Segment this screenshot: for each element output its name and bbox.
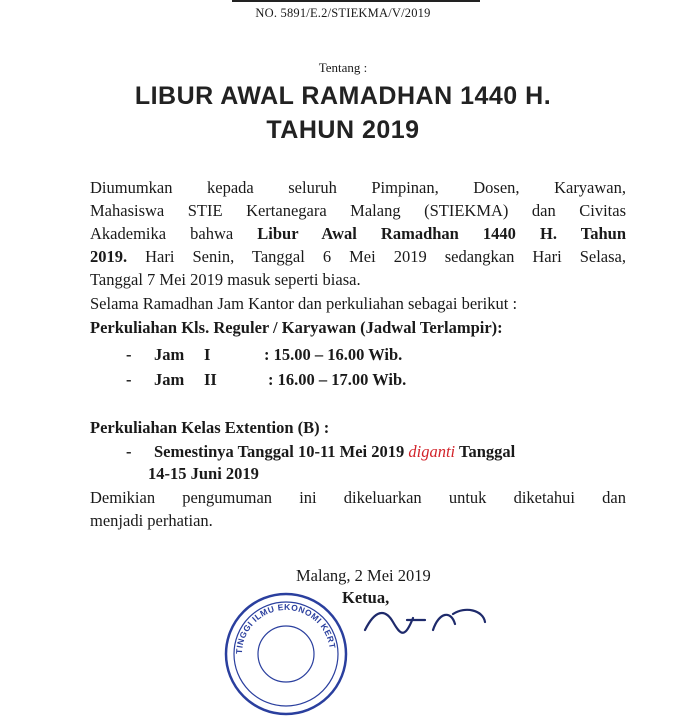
header-rule xyxy=(232,0,480,2)
extention-text: Tanggal xyxy=(455,442,516,461)
schedule-item xyxy=(90,343,402,366)
signature-place-date: Malang, 2 Mei 2019 xyxy=(296,566,431,585)
office-hours-intro: Selama Ramadhan Jam Kantor dan perkuliahan sebagai berikut : xyxy=(90,294,518,313)
announcement-title-line1: LIBUR AWAL RAMADHAN 1440 H. xyxy=(134,82,552,110)
paragraph-line: Tanggal 7 Mei 2019 masuk seperti biasa. xyxy=(90,270,361,289)
svg-text:TINGGI ILMU EKONOMI KERT xyxy=(234,602,338,654)
stamp-text: TINGGI ILMU EKONOMI KERT xyxy=(233,601,338,655)
list-dash: - xyxy=(126,442,132,461)
list-dash: - xyxy=(126,370,132,389)
paragraph-line: Mahasiswa STIE Kertanegara Malang (STIEKMA) dan Civitas xyxy=(90,201,626,220)
paragraph-line xyxy=(90,245,626,268)
holiday-name: Libur Awal Ramadhan 1440 H. Tahun xyxy=(257,224,626,243)
jam-time: : 16.00 – 17.00 Wib. xyxy=(268,370,407,389)
paragraph-line: menjadi perhatian. xyxy=(90,511,213,530)
extention-class-heading: Perkuliahan Kelas Extention (B) : xyxy=(90,418,330,437)
subject-label: Tentang : xyxy=(318,60,368,75)
extention-new-date: 14-15 Juni 2019 xyxy=(148,464,259,483)
jam-number: I xyxy=(204,345,211,364)
paragraph-line: Demikian pengumuman ini dikeluarkan untuk diketahui dan xyxy=(90,488,626,507)
paragraph-line: Diumumkan kepada seluruh Pimpinan, Dosen, Karyawan, xyxy=(90,178,626,197)
paragraph-text: Akademika bahwa xyxy=(90,224,258,243)
handwritten-signature xyxy=(355,600,515,640)
document-number: NO. 5891/E.2/STIEKMA/V/2019 xyxy=(255,6,431,20)
announcement-paragraph xyxy=(90,176,626,291)
jam-label: Jam xyxy=(154,345,185,364)
signature-title: Ketua, xyxy=(342,588,390,607)
paragraph-line xyxy=(90,222,626,245)
regular-class-heading: Perkuliahan Kls. Reguler / Karyawan (Jadwal Terlampir): xyxy=(90,318,503,337)
extention-item xyxy=(90,440,626,463)
list-dash: - xyxy=(126,345,132,364)
holiday-year: 2019. xyxy=(90,247,128,266)
jam-time: : 15.00 – 16.00 Wib. xyxy=(264,345,403,364)
schedule-item xyxy=(90,368,406,391)
jam-label: Jam xyxy=(154,370,185,389)
official-stamp xyxy=(222,590,350,718)
replaced-word: diganti xyxy=(408,442,456,461)
extention-text: Semestinya Tanggal 10-11 Mei 2019 xyxy=(154,442,409,461)
closing-paragraph xyxy=(90,486,626,532)
announcement-title-line2: TAHUN 2019 xyxy=(266,116,420,144)
jam-number: II xyxy=(204,370,217,389)
paragraph-text: Hari Senin, Tanggal 6 Mei 2019 sedangkan Hari Selasa, xyxy=(127,247,626,266)
